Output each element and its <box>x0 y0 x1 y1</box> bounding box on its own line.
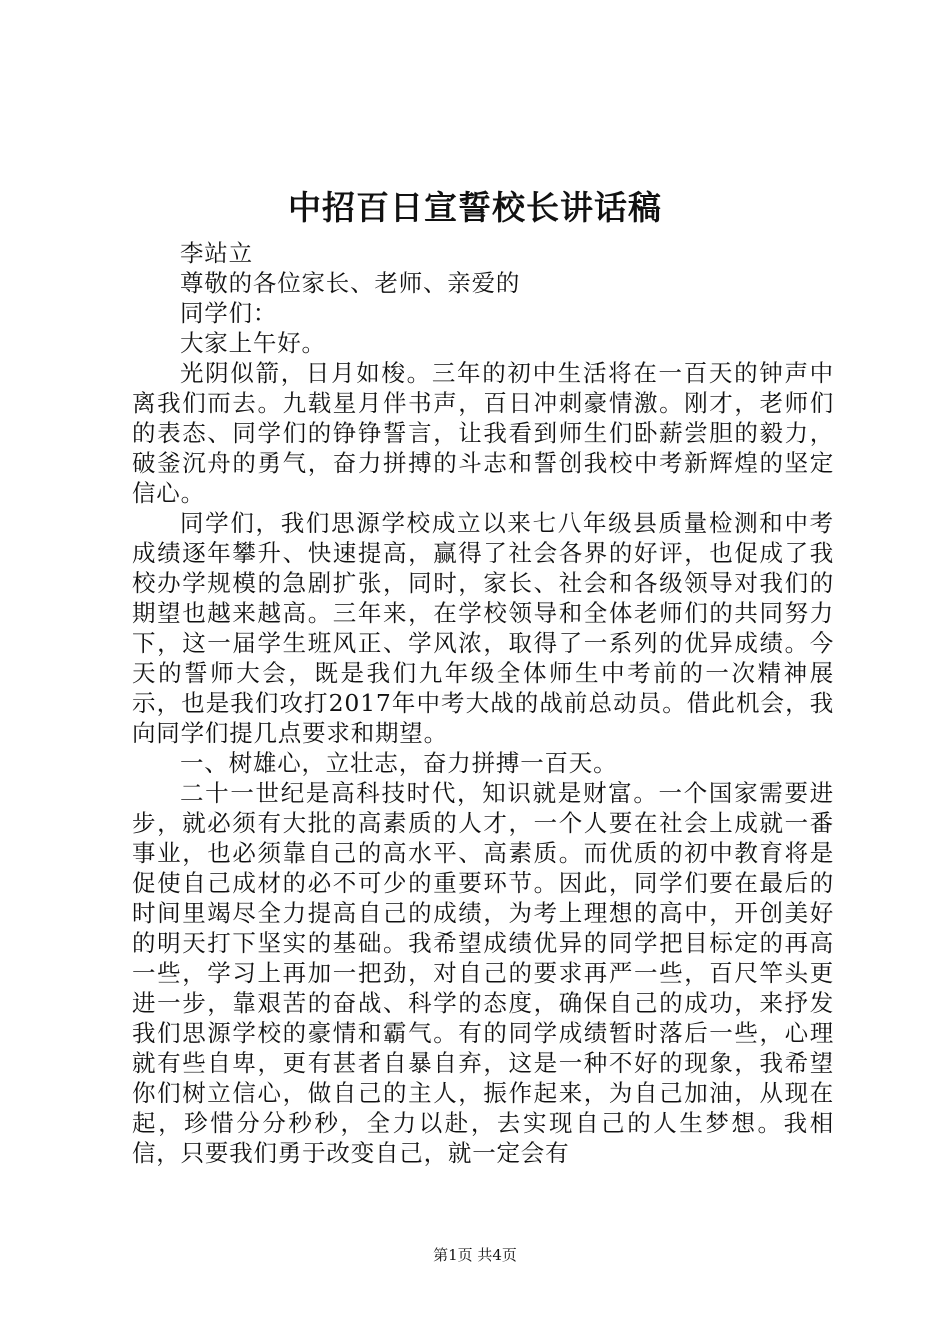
body-paragraph: 同学们，我们思源学校成立以来七八年级县质量检测和中考成绩逐年攀升、快速提高，赢得了社会各界的好评，也促成了我校办学规模的急剧扩张，同时，家长、社会和各级领导对我们的期望也越来越高。三年来，在学校领导和全体老师们的共同努力下，这一届学生班风正、学风浓，取得了一系列的优异成绩。今天的誓师大会，既是我们九年级全体师生中考前的一次精神展示，也是我们攻打2017年中考大战的战前总动员。借此机会，我向同学们提几点要求和期望。 <box>132 509 834 747</box>
body-paragraph: 二十一世纪是高科技时代，知识就是财富。一个国家需要进步，就必须有大批的高素质的人才，一个人要在社会上成就一番事业，也必须靠自己的高水平、高素质。而优质的初中教育将是促使自己成材的必不可少的重要环节。因此，同学们要在最后的时间里竭尽全力提高自己的成绩，为考上理想的高中，开创美好的明天打下坚实的基础。我希望成绩优异的同学把目标定的再高一些，学习上再加一把劲，对自己的要求再严一些，百尺竿头更进一步，靠艰苦的奋战、科学的态度，确保自己的成功，来抒发我们思源学校的豪情和霸气。有的同学成绩暂时落后一些，心理就有些自卑，更有甚者自暴自弃，这是一种不好的现象，我希望你们树立信心，做自己的主人，振作起来，为自己加油，从现在起，珍惜分分秒秒，全力以赴，去实现自己的人生梦想。我相信，只要我们勇于改变自己，就一定会有 <box>132 779 834 1167</box>
greeting-line: 大家上午好。 <box>180 329 326 357</box>
body-paragraph: 光阴似箭，日月如梭。三年的初中生活将在一百天的钟声中离我们而去。九载星月伴书声，百日冲刺豪情激。刚才，老师们的表态、同学们的铮铮誓言，让我看到师生们卧薪尝胆的毅力，破釜沉舟的勇气，奋力拼搏的斗志和誓创我校中考新辉煌的坚定信心。 <box>132 359 834 507</box>
document-body <box>132 238 834 1168</box>
author-line: 李站立 <box>180 239 253 267</box>
salutation-line-2: 同学们： <box>180 299 278 327</box>
document-title: 中招百日宣誓校长讲话稿 <box>288 188 662 227</box>
section-heading: 一、树雄心，立壮志，奋力拼搏一百天。 <box>180 749 618 777</box>
salutation-line-1: 尊敬的各位家长、老师、亲爱的 <box>180 269 521 297</box>
page-number: 第1页 共4页 <box>433 1246 517 1264</box>
